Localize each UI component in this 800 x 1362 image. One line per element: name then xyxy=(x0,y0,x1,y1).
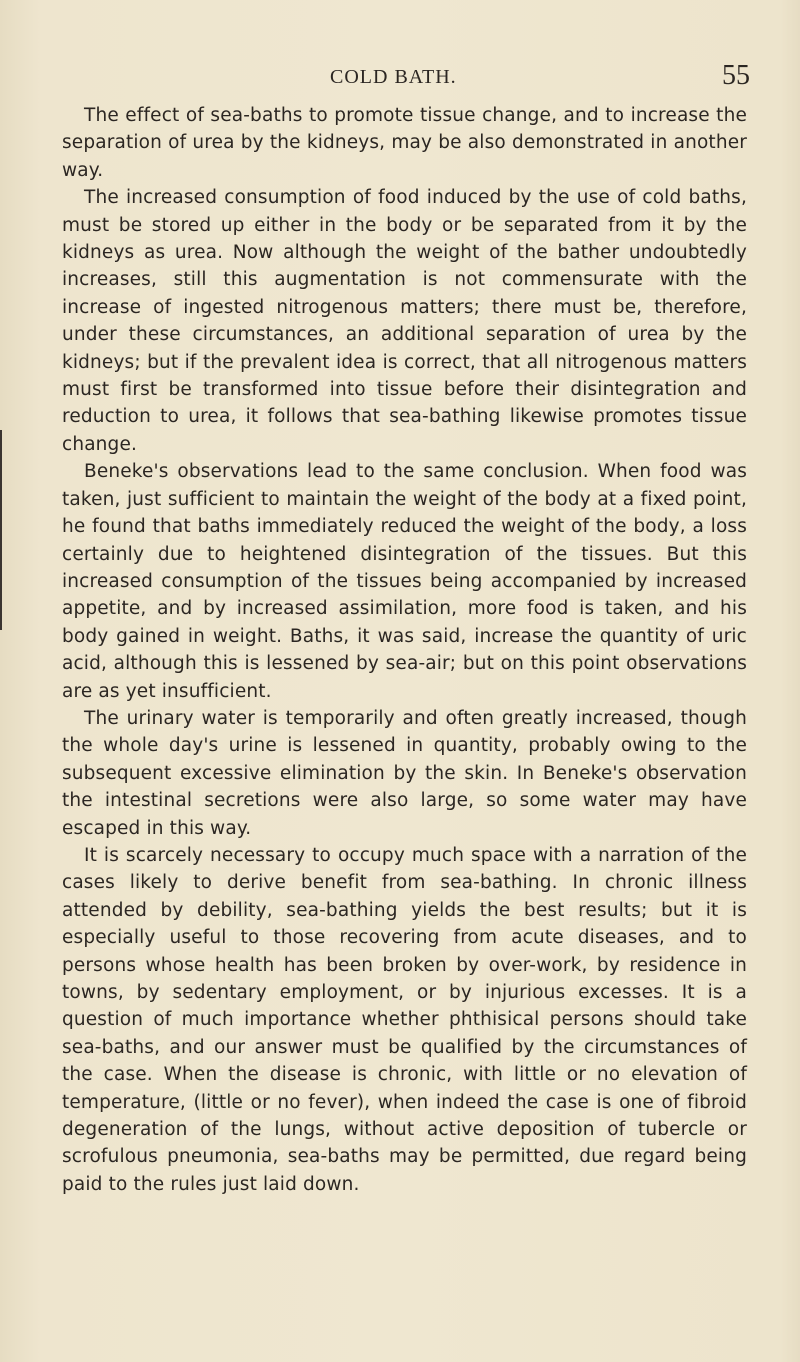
paragraph: It is scarcely necessary to occupy much space with a narration of the cases likely to derive benefit from sea-bathing. In chronic illness attended by debility, sea-bathing yields the best results; but it is especially useful to those recovering from acute diseases, and to persons whose health has been broken by over-work, by residence in towns, by sedentary employment, or by injurious excesses. It is a question of much importance whether phthisical persons should take sea-baths, and our answer must be qualified by the circumstances of the case. When the disease is chronic, with little or no elevation of temperature, (little or no fever), when indeed the case is one of fibroid degeneration of the lungs, without active deposition of tubercle or scrofulous pneumonia, sea-baths may be permitted, due regard being paid to the rules just laid down. xyxy=(62,844,747,1195)
page-edge-mark xyxy=(0,430,2,630)
paragraph: The urinary water is temporarily and often greatly increased, though the whole day's urine is lessened in quantity, probably owing to the subsequent excessive elimination by the skin. In Beneke's observation the intestinal secretions were also large, so some water may have escaped in this way. xyxy=(62,707,747,839)
body-text xyxy=(62,102,747,1198)
paragraph: The increased consumption of food induced by the use of cold baths, must be stored up either in the body or be separated from it by the kidneys as urea. Now although the weight of the bather undoubtedly increases, still this augmentation is not commensurate with the increase of ingested nitrogenous matters; there must be, therefore, under these circumstances, an additional separation of urea by the kidneys; but if the prevalent idea is correct, that all nitrogenous matters must first be transformed into tissue before their disintegration and reduction to urea, it follows that sea-bathing likewise promotes tissue change. xyxy=(62,187,747,455)
page-header xyxy=(60,58,750,94)
paragraph: Beneke's observations lead to the same conclusion. When food was taken, just sufficient to maintain the weight of the body at a fixed point, he found that baths immediately reduced the weight of the body, a loss certainly due to heightened disintegration of the tissues. But this increased consumption of the tissues being accompanied by increased appetite, and by increased assimilation, more food is taken, and his body gained in weight. Baths, it was said, increase the quantity of uric acid, although this is lessened by sea-air; but on this point observations are as yet insufficient. xyxy=(62,461,747,702)
running-title: COLD BATH. xyxy=(330,66,457,88)
page-number: 55 xyxy=(722,60,750,91)
paragraph: The effect of sea-baths to promote tissue change, and to increase the separation of urea by the kidneys, may be also demonstrated in another way. xyxy=(62,105,747,181)
